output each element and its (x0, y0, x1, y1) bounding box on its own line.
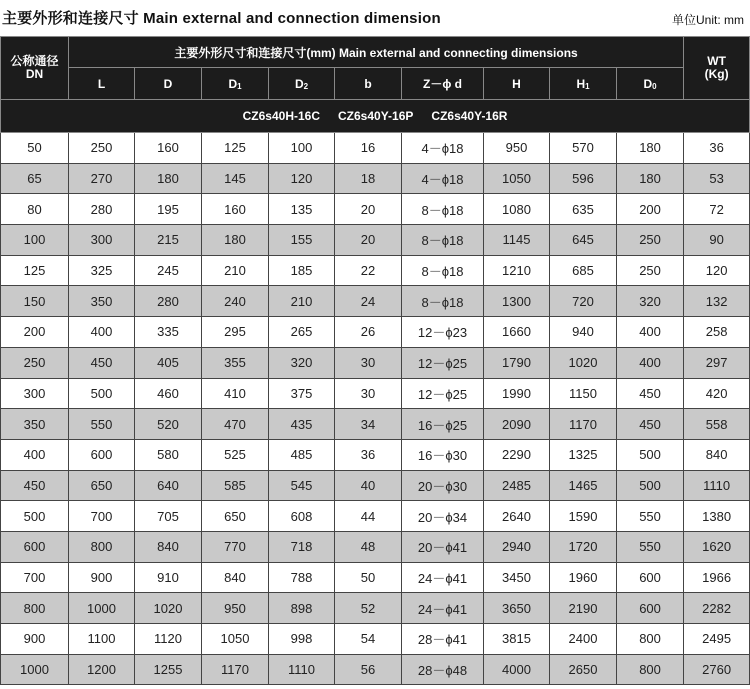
model-label: CZ6s40Y-16R (431, 109, 508, 123)
table-cell: 24－ϕ41 (402, 562, 484, 593)
table-cell: 2485 (484, 470, 550, 501)
table-cell: 550 (617, 501, 684, 532)
table-cell: 120 (684, 255, 750, 286)
table-cell: 3650 (484, 593, 550, 624)
table-cell: 36 (684, 133, 750, 164)
table-cell: 1050 (202, 624, 269, 655)
table-cell: 350 (69, 286, 135, 317)
table-row (1, 624, 750, 655)
table-cell: 950 (202, 593, 269, 624)
table-cell: 210 (202, 255, 269, 286)
table-cell: 20－ϕ30 (402, 470, 484, 501)
table-cell: 400 (617, 317, 684, 348)
table-cell: 24 (335, 286, 402, 317)
column-header (617, 68, 684, 100)
table-cell: 400 (617, 347, 684, 378)
table-cell: 100 (1, 225, 69, 256)
table-cell: 250 (1, 347, 69, 378)
table-cell: 1620 (684, 531, 750, 562)
table-cell: 608 (269, 501, 335, 532)
table-cell: 48 (335, 531, 402, 562)
table-cell: 2495 (684, 624, 750, 655)
table-cell: 1120 (135, 624, 202, 655)
table-row (1, 194, 750, 225)
table-cell: 500 (617, 439, 684, 470)
table-cell: 210 (269, 286, 335, 317)
table-cell: 585 (202, 470, 269, 501)
column-header-label: D (163, 76, 173, 91)
table-cell: 44 (335, 501, 402, 532)
table-cell: 1170 (202, 654, 269, 685)
table-cell: 800 (617, 654, 684, 685)
table-cell: 4－ϕ18 (402, 163, 484, 194)
table-cell: 250 (617, 255, 684, 286)
table-row (1, 378, 750, 409)
table-cell: 12－ϕ25 (402, 347, 484, 378)
table-cell: 56 (335, 654, 402, 685)
column-header (402, 68, 484, 100)
table-cell: 1966 (684, 562, 750, 593)
table-cell: 800 (1, 593, 69, 624)
table-cell: 470 (202, 409, 269, 440)
table-cell: 1110 (684, 470, 750, 501)
table-cell: 16 (335, 133, 402, 164)
table-cell: 718 (269, 531, 335, 562)
table-cell: 1465 (550, 470, 617, 501)
table-cell: 500 (1, 501, 69, 532)
table-cell: 910 (135, 562, 202, 593)
table-cell: 770 (202, 531, 269, 562)
table-row (1, 133, 750, 164)
column-header-label: D (228, 76, 238, 91)
table-cell: 685 (550, 255, 617, 286)
table-cell: 300 (69, 225, 135, 256)
table-row (1, 562, 750, 593)
table-cell: 160 (135, 133, 202, 164)
table-cell: 30 (335, 347, 402, 378)
table-cell: 998 (269, 624, 335, 655)
table-cell: 1000 (69, 593, 135, 624)
table-cell: 300 (1, 378, 69, 409)
table-cell: 420 (684, 378, 750, 409)
column-header (335, 68, 402, 100)
table-cell: 545 (269, 470, 335, 501)
table-cell: 1325 (550, 439, 617, 470)
column-header-label: D (643, 76, 653, 91)
table-cell: 550 (617, 531, 684, 562)
table-cell: 558 (684, 409, 750, 440)
table-cell: 54 (335, 624, 402, 655)
table-cell: 8－ϕ18 (402, 286, 484, 317)
table-cell: 215 (135, 225, 202, 256)
table-cell: 650 (202, 501, 269, 532)
table-cell: 8－ϕ18 (402, 194, 484, 225)
table-row (1, 163, 750, 194)
table-cell: 355 (202, 347, 269, 378)
table-cell: 600 (69, 439, 135, 470)
table-cell: 520 (135, 409, 202, 440)
table-cell: 258 (684, 317, 750, 348)
table-cell: 800 (617, 624, 684, 655)
table-cell: 840 (684, 439, 750, 470)
model-label: CZ6s40Y-16P (338, 109, 414, 123)
table-cell: 125 (1, 255, 69, 286)
table-cell: 1170 (550, 409, 617, 440)
table-cell: 280 (135, 286, 202, 317)
table-cell: 1660 (484, 317, 550, 348)
table-row (1, 531, 750, 562)
table-cell: 3450 (484, 562, 550, 593)
table-cell: 185 (269, 255, 335, 286)
table-row (1, 654, 750, 685)
table-cell: 1200 (69, 654, 135, 685)
dimension-table (0, 36, 750, 685)
table-cell: 16－ϕ30 (402, 439, 484, 470)
table-cell: 1300 (484, 286, 550, 317)
column-header (135, 68, 202, 100)
table-cell: 50 (335, 562, 402, 593)
table-cell: 18 (335, 163, 402, 194)
table-cell: 320 (269, 347, 335, 378)
table-cell: 840 (135, 531, 202, 562)
table-cell: 1960 (550, 562, 617, 593)
table-cell: 700 (1, 562, 69, 593)
table-cell: 297 (684, 347, 750, 378)
table-row (1, 347, 750, 378)
table-cell: 2400 (550, 624, 617, 655)
page-title: 主要外形和连接尺寸 Main external and connection dimension (2, 10, 441, 27)
table-cell: 250 (617, 225, 684, 256)
table-cell: 1145 (484, 225, 550, 256)
table-row (1, 225, 750, 256)
table-cell: 135 (269, 194, 335, 225)
table-cell: 2290 (484, 439, 550, 470)
table-cell: 20 (335, 225, 402, 256)
table-cell: 3815 (484, 624, 550, 655)
table-cell: 200 (1, 317, 69, 348)
column-header-label: Z－ϕ d (423, 77, 462, 91)
table-cell: 500 (69, 378, 135, 409)
table-cell: 4－ϕ18 (402, 133, 484, 164)
table-cell: 335 (135, 317, 202, 348)
column-header (69, 68, 135, 100)
table-cell: 1100 (69, 624, 135, 655)
table-cell: 1110 (269, 654, 335, 685)
table-cell: 132 (684, 286, 750, 317)
column-header (550, 68, 617, 100)
table-cell: 525 (202, 439, 269, 470)
table-cell: 40 (335, 470, 402, 501)
table-cell: 410 (202, 378, 269, 409)
table-cell: 20－ϕ41 (402, 531, 484, 562)
column-header-subscript: 2 (303, 81, 309, 91)
table-cell: 180 (617, 133, 684, 164)
table-cell: 940 (550, 317, 617, 348)
table-cell: 800 (69, 531, 135, 562)
table-cell: 1790 (484, 347, 550, 378)
table-cell: 1020 (550, 347, 617, 378)
table-cell: 160 (202, 194, 269, 225)
table-cell: 375 (269, 378, 335, 409)
table-cell: 400 (69, 317, 135, 348)
table-cell: 72 (684, 194, 750, 225)
table-cell: 90 (684, 225, 750, 256)
table-cell: 24－ϕ41 (402, 593, 484, 624)
table-cell: 950 (484, 133, 550, 164)
group-header: 主要外形尺寸和连接尺寸(mm) Main external and connecting dimensions (69, 37, 684, 68)
table-cell: 150 (1, 286, 69, 317)
table-cell: 8－ϕ18 (402, 255, 484, 286)
column-header-subscript: 0 (652, 81, 657, 91)
table-cell: 280 (69, 194, 135, 225)
table-cell: 600 (617, 593, 684, 624)
table-cell: 22 (335, 255, 402, 286)
table-cell: 2650 (550, 654, 617, 685)
column-header-label: H (576, 76, 586, 91)
table-cell: 1380 (684, 501, 750, 532)
table-cell: 12－ϕ25 (402, 378, 484, 409)
table-cell: 1590 (550, 501, 617, 532)
dn-label-cn: 公称通径 (10, 54, 59, 68)
dn-header (1, 37, 69, 100)
table-cell: 120 (269, 163, 335, 194)
table-cell: 700 (69, 501, 135, 532)
table-cell: 245 (135, 255, 202, 286)
table-cell: 195 (135, 194, 202, 225)
table-cell: 2640 (484, 501, 550, 532)
table-cell: 180 (135, 163, 202, 194)
table-cell: 270 (69, 163, 135, 194)
table-cell: 900 (1, 624, 69, 655)
table-cell: 50 (1, 133, 69, 164)
table-cell: 28－ϕ48 (402, 654, 484, 685)
table-cell: 1255 (135, 654, 202, 685)
dn-label: DN (25, 67, 44, 81)
table-cell: 1000 (1, 654, 69, 685)
table-cell: 2090 (484, 409, 550, 440)
table-cell: 900 (69, 562, 135, 593)
table-cell: 52 (335, 593, 402, 624)
table-cell: 53 (684, 163, 750, 194)
table-cell: 570 (550, 133, 617, 164)
table-cell: 1150 (550, 378, 617, 409)
table-cell: 2940 (484, 531, 550, 562)
wt-unit: (Kg) (704, 67, 729, 81)
table-cell: 596 (550, 163, 617, 194)
table-cell: 645 (550, 225, 617, 256)
table-cell: 2760 (684, 654, 750, 685)
table-cell: 125 (202, 133, 269, 164)
table-cell: 840 (202, 562, 269, 593)
table-cell: 450 (617, 378, 684, 409)
table-cell: 500 (617, 470, 684, 501)
table-cell: 1990 (484, 378, 550, 409)
table-cell: 145 (202, 163, 269, 194)
table-cell: 30 (335, 378, 402, 409)
table-cell: 240 (202, 286, 269, 317)
table-cell: 26 (335, 317, 402, 348)
table-row (1, 501, 750, 532)
column-header-label: H (512, 76, 521, 91)
table-cell: 350 (1, 409, 69, 440)
table-cell: 1080 (484, 194, 550, 225)
table-cell: 1020 (135, 593, 202, 624)
table-cell: 8－ϕ18 (402, 225, 484, 256)
table-row (1, 255, 750, 286)
table-cell: 80 (1, 194, 69, 225)
table-cell: 12－ϕ23 (402, 317, 484, 348)
table-cell: 36 (335, 439, 402, 470)
column-header-label: D (294, 76, 304, 91)
table-cell: 1210 (484, 255, 550, 286)
table-cell: 200 (617, 194, 684, 225)
table-cell: 635 (550, 194, 617, 225)
table-row (1, 286, 750, 317)
table-cell: 485 (269, 439, 335, 470)
table-cell: 898 (269, 593, 335, 624)
table-cell: 600 (1, 531, 69, 562)
table-cell: 16－ϕ25 (402, 409, 484, 440)
column-header (484, 68, 550, 100)
table-cell: 100 (269, 133, 335, 164)
column-header-subscript: 1 (585, 81, 590, 91)
column-header-label: b (364, 76, 372, 91)
model-header (1, 100, 750, 133)
table-cell: 550 (69, 409, 135, 440)
column-header (269, 68, 335, 100)
table-row (1, 470, 750, 501)
table-cell: 600 (617, 562, 684, 593)
table-cell: 34 (335, 409, 402, 440)
table-cell: 400 (1, 439, 69, 470)
table-cell: 580 (135, 439, 202, 470)
table-cell: 250 (69, 133, 135, 164)
table-cell: 650 (69, 470, 135, 501)
table-cell: 1720 (550, 531, 617, 562)
table-cell: 2190 (550, 593, 617, 624)
table-cell: 180 (202, 225, 269, 256)
column-header-subscript: 1 (237, 81, 242, 91)
table-cell: 295 (202, 317, 269, 348)
wt-label: WT (707, 54, 726, 68)
table-cell: 28－ϕ41 (402, 624, 484, 655)
table-cell: 640 (135, 470, 202, 501)
table-cell: 435 (269, 409, 335, 440)
table-row (1, 593, 750, 624)
table-cell: 1050 (484, 163, 550, 194)
column-header-label: L (97, 76, 106, 91)
wt-header (684, 37, 750, 100)
table-cell: 720 (550, 286, 617, 317)
table-cell: 20 (335, 194, 402, 225)
table-cell: 4000 (484, 654, 550, 685)
table-cell: 325 (69, 255, 135, 286)
unit-label: 单位Unit: mm (671, 13, 744, 27)
table-cell: 180 (617, 163, 684, 194)
table-cell: 265 (269, 317, 335, 348)
table-cell: 705 (135, 501, 202, 532)
model-label: CZ6s40H-16C (242, 109, 321, 123)
table-cell: 155 (269, 225, 335, 256)
table-cell: 450 (617, 409, 684, 440)
table-cell: 20－ϕ34 (402, 501, 484, 532)
column-header (202, 68, 269, 100)
table-cell: 460 (135, 378, 202, 409)
table-cell: 320 (617, 286, 684, 317)
table-cell: 65 (1, 163, 69, 194)
table-row (1, 409, 750, 440)
table-cell: 450 (1, 470, 69, 501)
table-cell: 450 (69, 347, 135, 378)
table-cell: 405 (135, 347, 202, 378)
table-cell: 2282 (684, 593, 750, 624)
table-cell: 788 (269, 562, 335, 593)
table-row (1, 439, 750, 470)
table-row (1, 317, 750, 348)
